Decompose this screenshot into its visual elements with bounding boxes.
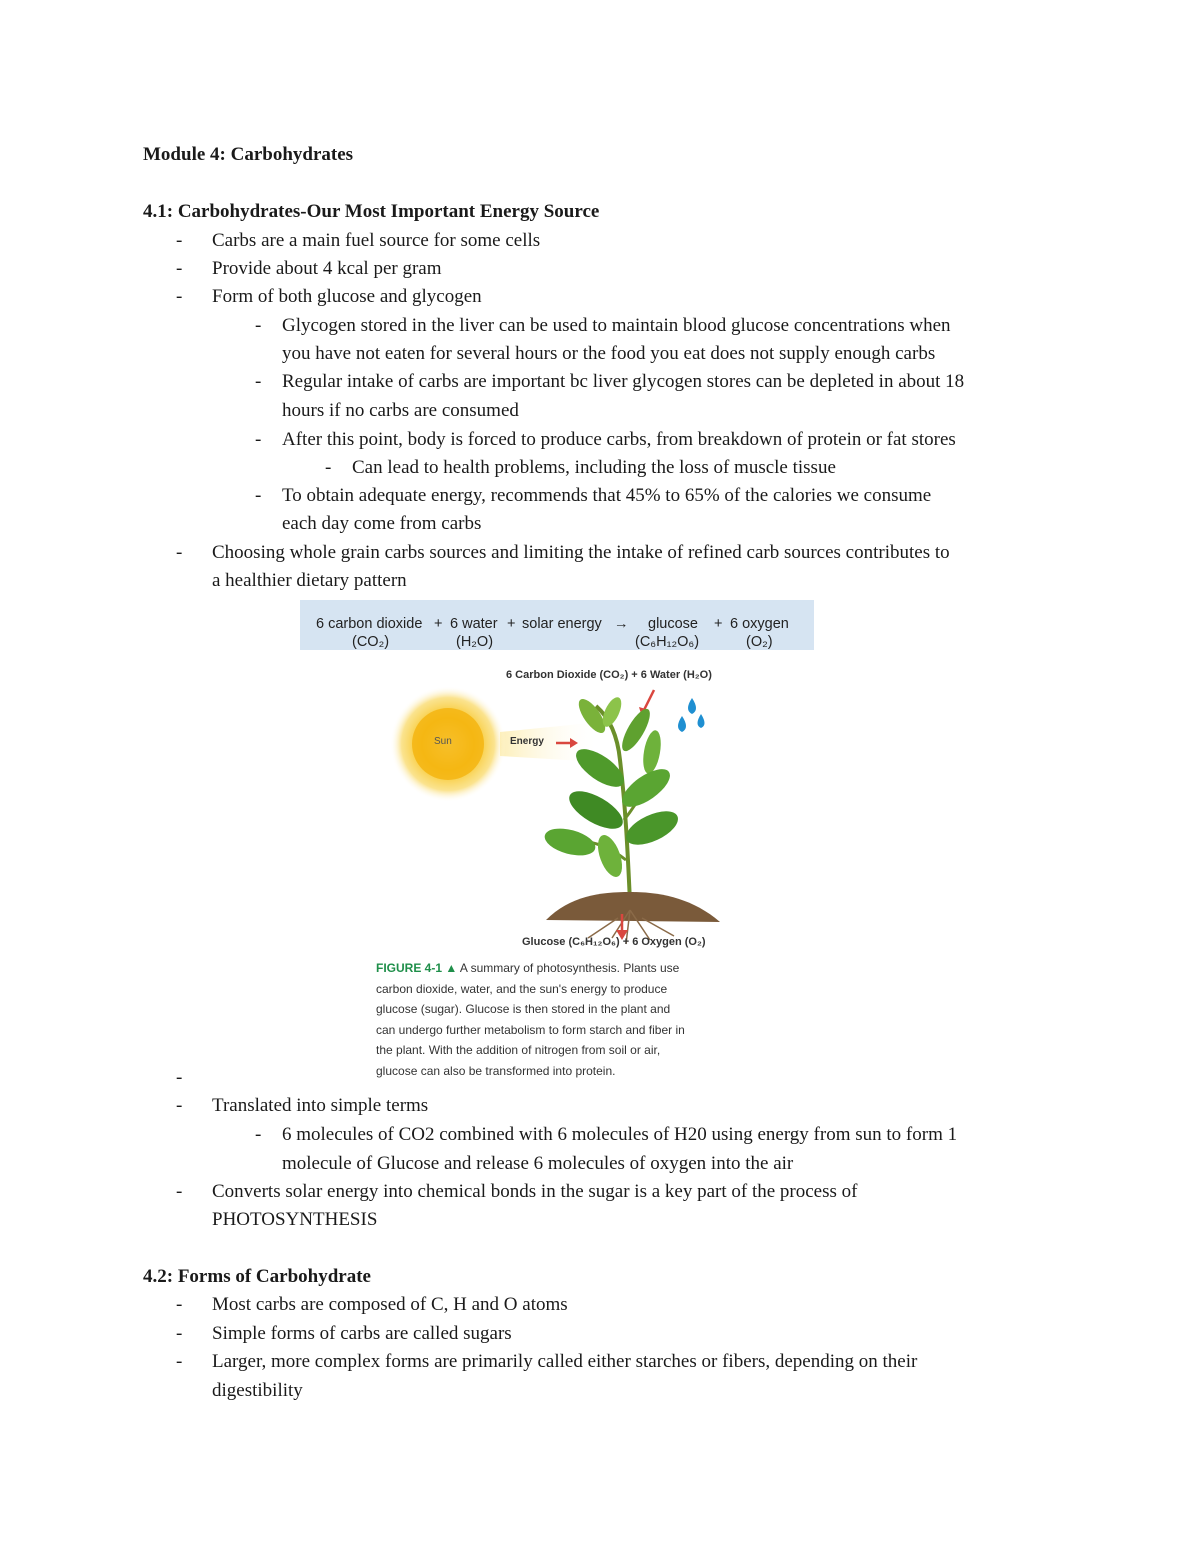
equation-plus: + bbox=[714, 616, 723, 632]
bullet-dash: - bbox=[176, 286, 183, 307]
equation-h2o-formula: (H₂O) bbox=[456, 634, 494, 650]
equation-co2-word: 6 carbon dioxide bbox=[316, 616, 423, 632]
section-heading-4-1: 4.1: Carbohydrates-Our Most Important Energy Source bbox=[143, 201, 600, 222]
figure-bottom-label: Glucose (C₆H₁₂O₆) + 6 Oxygen (O₂) bbox=[522, 936, 706, 948]
list-item: Most carbs are composed of C, H and O atoms bbox=[212, 1294, 568, 1315]
equation-o2-formula: (O₂) bbox=[746, 634, 773, 650]
photosynthesis-illustration bbox=[300, 660, 814, 950]
list-item: Simple forms of carbs are called sugars bbox=[212, 1323, 512, 1344]
bullet-dash: - bbox=[176, 1095, 183, 1116]
bullet-dash: - bbox=[255, 371, 262, 392]
caption-line: glucose can also be transformed into protein. bbox=[376, 1064, 616, 1078]
list-item: After this point, body is forced to produce carbs, from breakdown of protein or fat stores bbox=[282, 429, 956, 450]
photosynthesis-figure bbox=[300, 600, 814, 1080]
list-item: Larger, more complex forms are primarily called either starches or fibers, depending on their bbox=[212, 1351, 918, 1372]
list-item-continuation: each day come from carbs bbox=[282, 513, 482, 534]
equation-plus: + bbox=[434, 616, 443, 632]
list-item: Form of both glucose and glycogen bbox=[212, 286, 482, 307]
bullet-dash: - bbox=[176, 542, 183, 563]
equation-plus: + bbox=[507, 616, 516, 632]
caption-line: can undergo further metabolism to form starch and fiber in bbox=[376, 1023, 685, 1037]
bullet-dash: - bbox=[176, 1323, 183, 1344]
equation-water-word: 6 water bbox=[450, 616, 498, 632]
list-item: Regular intake of carbs are important bc liver glycogen stores can be depleted in about 18 bbox=[282, 371, 965, 392]
equation-oxygen-word: 6 oxygen bbox=[730, 616, 789, 632]
list-item: Can lead to health problems, including the loss of muscle tissue bbox=[352, 457, 836, 478]
equation-co2-formula: (CO₂) bbox=[352, 634, 390, 650]
list-item: 6 molecules of CO2 combined with 6 molecules of H20 using energy from sun to form 1 bbox=[282, 1124, 958, 1145]
figure-top-label: 6 Carbon Dioxide (CO₂) + 6 Water (H₂O) bbox=[506, 669, 712, 681]
energy-label: Energy bbox=[510, 736, 544, 747]
list-item: Glycogen stored in the liver can be used to maintain blood glucose concentrations when bbox=[282, 315, 951, 336]
list-item-continuation: hours if no carbs are consumed bbox=[282, 400, 519, 421]
plant-icon bbox=[542, 695, 683, 902]
figure-caption bbox=[376, 958, 679, 979]
equation-solar: solar energy bbox=[522, 616, 602, 632]
list-item-continuation: molecule of Glucose and release 6 molecules of oxygen into the air bbox=[282, 1153, 794, 1174]
list-item: Translated into simple terms bbox=[212, 1095, 429, 1116]
bullet-dash: - bbox=[176, 1294, 183, 1315]
bullet-dash: - bbox=[176, 1351, 183, 1372]
bullet-dash: - bbox=[176, 1067, 183, 1088]
list-item: Converts solar energy into chemical bonds in the sugar is a key part of the process of bbox=[212, 1181, 858, 1202]
water-drop-icon bbox=[678, 698, 705, 732]
equation-glucose-formula: (C₆H₁₂O₆) bbox=[635, 634, 700, 650]
list-item-continuation: a healthier dietary pattern bbox=[212, 570, 407, 591]
bullet-dash: - bbox=[255, 315, 262, 336]
bullet-dash: - bbox=[176, 230, 183, 251]
bullet-dash: - bbox=[325, 457, 332, 478]
bullet-dash: - bbox=[176, 258, 183, 279]
list-item-continuation: digestibility bbox=[212, 1380, 303, 1401]
caption-line: A summary of photosynthesis. Plants use bbox=[459, 961, 680, 975]
caption-title: FIGURE 4-1 ▲ bbox=[376, 961, 458, 975]
bullet-dash: - bbox=[176, 1181, 183, 1202]
equation-glucose-word: glucose bbox=[648, 616, 698, 632]
bullet-dash: - bbox=[255, 1124, 262, 1145]
caption-line: carbon dioxide, water, and the sun's energy to produce bbox=[376, 982, 668, 996]
list-item-continuation: PHOTOSYNTHESIS bbox=[212, 1209, 378, 1230]
list-item: Carbs are a main fuel source for some cells bbox=[212, 230, 541, 251]
bullet-dash: - bbox=[255, 429, 262, 450]
page-title: Module 4: Carbohydrates bbox=[143, 144, 354, 165]
list-item-continuation: you have not eaten for several hours or the food you eat does not supply enough carbs bbox=[282, 343, 936, 364]
caption-line: the plant. With the addition of nitrogen from soil or air, bbox=[376, 1043, 661, 1057]
equation-arrow: → bbox=[614, 616, 629, 632]
list-item: To obtain adequate energy, recommends that 45% to 65% of the calories we consume bbox=[282, 485, 932, 506]
caption-line: glucose (sugar). Glucose is then stored in the plant and bbox=[376, 1002, 671, 1016]
list-item: Choosing whole grain carbs sources and limiting the intake of refined carb sources contributes to bbox=[212, 542, 950, 563]
bullet-dash: - bbox=[255, 485, 262, 506]
sun-label: Sun bbox=[434, 736, 452, 747]
list-item: Provide about 4 kcal per gram bbox=[212, 258, 442, 279]
section-heading-4-2: 4.2: Forms of Carbohydrate bbox=[143, 1266, 371, 1287]
